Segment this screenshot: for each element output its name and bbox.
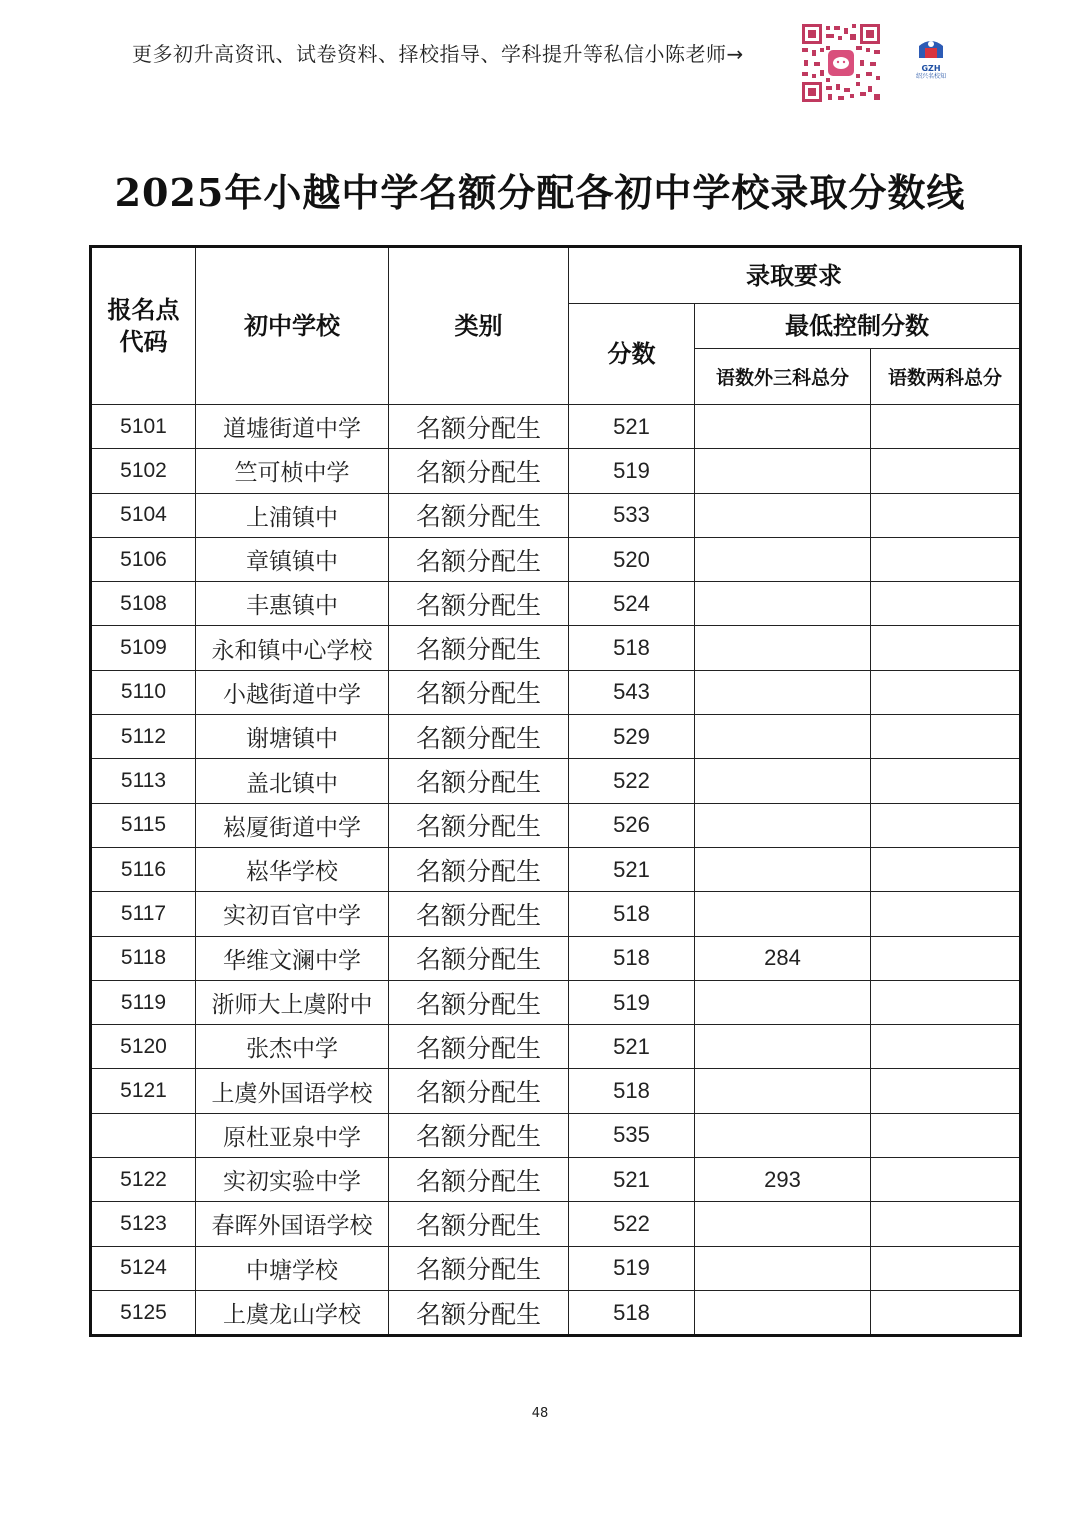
cell-two-subject-total <box>871 537 1021 581</box>
cell-three-subject-total <box>695 892 871 936</box>
header-admission-requirements: 录取要求 <box>569 247 1021 304</box>
cell-code: 5121 <box>91 1069 196 1113</box>
table-row <box>91 759 1021 803</box>
table-row <box>91 493 1021 537</box>
cell-code: 5109 <box>91 626 196 670</box>
cell-two-subject-total <box>871 1246 1021 1290</box>
table-row <box>91 1202 1021 1246</box>
cell-school: 原杜亚泉中学 <box>196 1113 389 1157</box>
cell-two-subject-total <box>871 803 1021 847</box>
cell-score: 524 <box>569 582 695 626</box>
logo-text: GZH <box>921 64 941 73</box>
cell-two-subject-total <box>871 1025 1021 1069</box>
table-row <box>91 405 1021 449</box>
cell-code: 5112 <box>91 715 196 759</box>
cell-category: 名额分配生 <box>389 626 569 670</box>
cell-three-subject-total <box>695 626 871 670</box>
cell-code: 5108 <box>91 582 196 626</box>
cell-three-subject-total <box>695 1113 871 1157</box>
cell-school: 华维文澜中学 <box>196 936 389 980</box>
table-row <box>91 1158 1021 1202</box>
table-row <box>91 670 1021 714</box>
cell-two-subject-total <box>871 405 1021 449</box>
cell-two-subject-total <box>871 670 1021 714</box>
cell-category: 名额分配生 <box>389 980 569 1024</box>
cell-three-subject-total <box>695 537 871 581</box>
cell-category: 名额分配生 <box>389 1246 569 1290</box>
cell-school: 永和镇中心学校 <box>196 626 389 670</box>
cell-school: 谢塘镇中 <box>196 715 389 759</box>
cell-school: 小越街道中学 <box>196 670 389 714</box>
cell-category: 名额分配生 <box>389 1202 569 1246</box>
table-row <box>91 715 1021 759</box>
cell-category: 名额分配生 <box>389 936 569 980</box>
cell-category: 名额分配生 <box>389 537 569 581</box>
page-number: 48 <box>531 1406 549 1421</box>
cell-score: 521 <box>569 847 695 891</box>
table-row <box>91 626 1021 670</box>
cell-score: 543 <box>569 670 695 714</box>
cell-school: 春晖外国语学校 <box>196 1202 389 1246</box>
cell-score: 518 <box>569 1069 695 1113</box>
cell-score: 518 <box>569 892 695 936</box>
table-row <box>91 892 1021 936</box>
page-title: 2025年小越中学名额分配各初中学校录取分数线 <box>114 170 966 215</box>
table-row <box>91 449 1021 493</box>
cell-school: 上浦镇中 <box>196 493 389 537</box>
cell-three-subject-total <box>695 582 871 626</box>
cell-three-subject-total <box>695 670 871 714</box>
cell-school: 中塘学校 <box>196 1246 389 1290</box>
cell-code <box>91 1113 196 1157</box>
cell-code: 5120 <box>91 1025 196 1069</box>
cell-two-subject-total <box>871 1113 1021 1157</box>
cell-school: 盖北镇中 <box>196 759 389 803</box>
cell-score: 519 <box>569 980 695 1024</box>
cell-two-subject-total <box>871 449 1021 493</box>
cell-school: 章镇镇中 <box>196 537 389 581</box>
cell-code: 5113 <box>91 759 196 803</box>
cell-code: 5106 <box>91 537 196 581</box>
cell-two-subject-total <box>871 715 1021 759</box>
cell-score: 518 <box>569 626 695 670</box>
cell-three-subject-total <box>695 759 871 803</box>
cell-school: 崧华学校 <box>196 847 389 891</box>
cell-school: 竺可桢中学 <box>196 449 389 493</box>
cell-two-subject-total <box>871 582 1021 626</box>
cell-two-subject-total <box>871 980 1021 1024</box>
table-row <box>91 537 1021 581</box>
cell-school: 上虞龙山学校 <box>196 1290 389 1335</box>
cell-code: 5119 <box>91 980 196 1024</box>
header-min-control-score: 最低控制分数 <box>695 304 1021 349</box>
table-body <box>91 405 1021 1336</box>
qr-code-icon <box>800 22 882 104</box>
cell-code: 5125 <box>91 1290 196 1335</box>
cell-school: 崧厦街道中学 <box>196 803 389 847</box>
cell-three-subject-total <box>695 1246 871 1290</box>
cell-two-subject-total <box>871 847 1021 891</box>
promo-header-text: 更多初升高资讯、试卷资料、择校指导、学科提升等私信小陈老师→ <box>132 42 744 66</box>
cell-two-subject-total <box>871 493 1021 537</box>
cell-category: 名额分配生 <box>389 449 569 493</box>
cell-code: 5118 <box>91 936 196 980</box>
cell-category: 名额分配生 <box>389 1069 569 1113</box>
cell-category: 名额分配生 <box>389 759 569 803</box>
cell-score: 533 <box>569 493 695 537</box>
cell-three-subject-total <box>695 715 871 759</box>
cell-score: 518 <box>569 1290 695 1335</box>
cell-two-subject-total <box>871 759 1021 803</box>
cell-code: 5116 <box>91 847 196 891</box>
table-row <box>91 847 1021 891</box>
cell-code: 5123 <box>91 1202 196 1246</box>
cell-two-subject-total <box>871 1290 1021 1335</box>
cell-score: 521 <box>569 1025 695 1069</box>
table-row <box>91 980 1021 1024</box>
cell-code: 5124 <box>91 1246 196 1290</box>
cell-score: 522 <box>569 759 695 803</box>
table-row <box>91 936 1021 980</box>
cell-three-subject-total <box>695 803 871 847</box>
cell-school: 上虞外国语学校 <box>196 1069 389 1113</box>
cell-score: 522 <box>569 1202 695 1246</box>
cell-school: 实初百官中学 <box>196 892 389 936</box>
cell-three-subject-total: 293 <box>695 1158 871 1202</box>
cell-code: 5117 <box>91 892 196 936</box>
table-row <box>91 1246 1021 1290</box>
cell-three-subject-total <box>695 1069 871 1113</box>
table-row <box>91 803 1021 847</box>
table-row <box>91 1113 1021 1157</box>
cell-three-subject-total <box>695 1290 871 1335</box>
header-two-subject-total: 语数两科总分 <box>871 349 1021 405</box>
cell-two-subject-total <box>871 1158 1021 1202</box>
cell-score: 529 <box>569 715 695 759</box>
cell-category: 名额分配生 <box>389 715 569 759</box>
header-three-subject-total: 语数外三科总分 <box>695 349 871 405</box>
building-icon <box>916 36 946 60</box>
cell-score: 518 <box>569 936 695 980</box>
cell-three-subject-total <box>695 980 871 1024</box>
cell-two-subject-total <box>871 626 1021 670</box>
logo-subtext: 绍兴名校知 <box>915 73 946 80</box>
header-code-line1: 报名点 <box>107 296 180 324</box>
cell-school: 道墟街道中学 <box>196 405 389 449</box>
cell-category: 名额分配生 <box>389 1025 569 1069</box>
cell-code: 5104 <box>91 493 196 537</box>
header-school: 初中学校 <box>196 247 389 405</box>
cell-three-subject-total: 284 <box>695 936 871 980</box>
admission-score-table <box>89 245 1022 1337</box>
cell-category: 名额分配生 <box>389 1113 569 1157</box>
table-header <box>91 247 1021 405</box>
cell-school: 浙师大上虞附中 <box>196 980 389 1024</box>
cell-category: 名额分配生 <box>389 892 569 936</box>
cell-three-subject-total <box>695 449 871 493</box>
table-row <box>91 1069 1021 1113</box>
cell-three-subject-total <box>695 847 871 891</box>
cell-category: 名额分配生 <box>389 670 569 714</box>
cell-three-subject-total <box>695 405 871 449</box>
table-row <box>91 1290 1021 1335</box>
cell-score: 526 <box>569 803 695 847</box>
cell-category: 名额分配生 <box>389 1158 569 1202</box>
cell-three-subject-total <box>695 1025 871 1069</box>
cell-score: 535 <box>569 1113 695 1157</box>
cell-two-subject-total <box>871 892 1021 936</box>
cell-code: 5101 <box>91 405 196 449</box>
table-row <box>91 1025 1021 1069</box>
header-code-line2: 代码 <box>119 328 168 356</box>
cell-school: 张杰中学 <box>196 1025 389 1069</box>
header-category: 类别 <box>389 247 569 405</box>
cell-category: 名额分配生 <box>389 582 569 626</box>
cell-code: 5102 <box>91 449 196 493</box>
cell-three-subject-total <box>695 1202 871 1246</box>
header-score: 分数 <box>569 304 695 405</box>
cell-category: 名额分配生 <box>389 493 569 537</box>
cell-school: 丰惠镇中 <box>196 582 389 626</box>
cell-score: 521 <box>569 405 695 449</box>
cell-two-subject-total <box>871 1202 1021 1246</box>
cell-score: 519 <box>569 1246 695 1290</box>
cell-score: 521 <box>569 1158 695 1202</box>
cell-three-subject-total <box>695 493 871 537</box>
cell-category: 名额分配生 <box>389 803 569 847</box>
cell-category: 名额分配生 <box>389 405 569 449</box>
cell-score: 520 <box>569 537 695 581</box>
cell-school: 实初实验中学 <box>196 1158 389 1202</box>
header-code <box>91 247 196 405</box>
cell-category: 名额分配生 <box>389 847 569 891</box>
cell-two-subject-total <box>871 936 1021 980</box>
cell-two-subject-total <box>871 1069 1021 1113</box>
brand-logo <box>906 36 956 86</box>
cell-code: 5122 <box>91 1158 196 1202</box>
cell-score: 519 <box>569 449 695 493</box>
table-row <box>91 582 1021 626</box>
cell-category: 名额分配生 <box>389 1290 569 1335</box>
cell-code: 5115 <box>91 803 196 847</box>
cell-code: 5110 <box>91 670 196 714</box>
